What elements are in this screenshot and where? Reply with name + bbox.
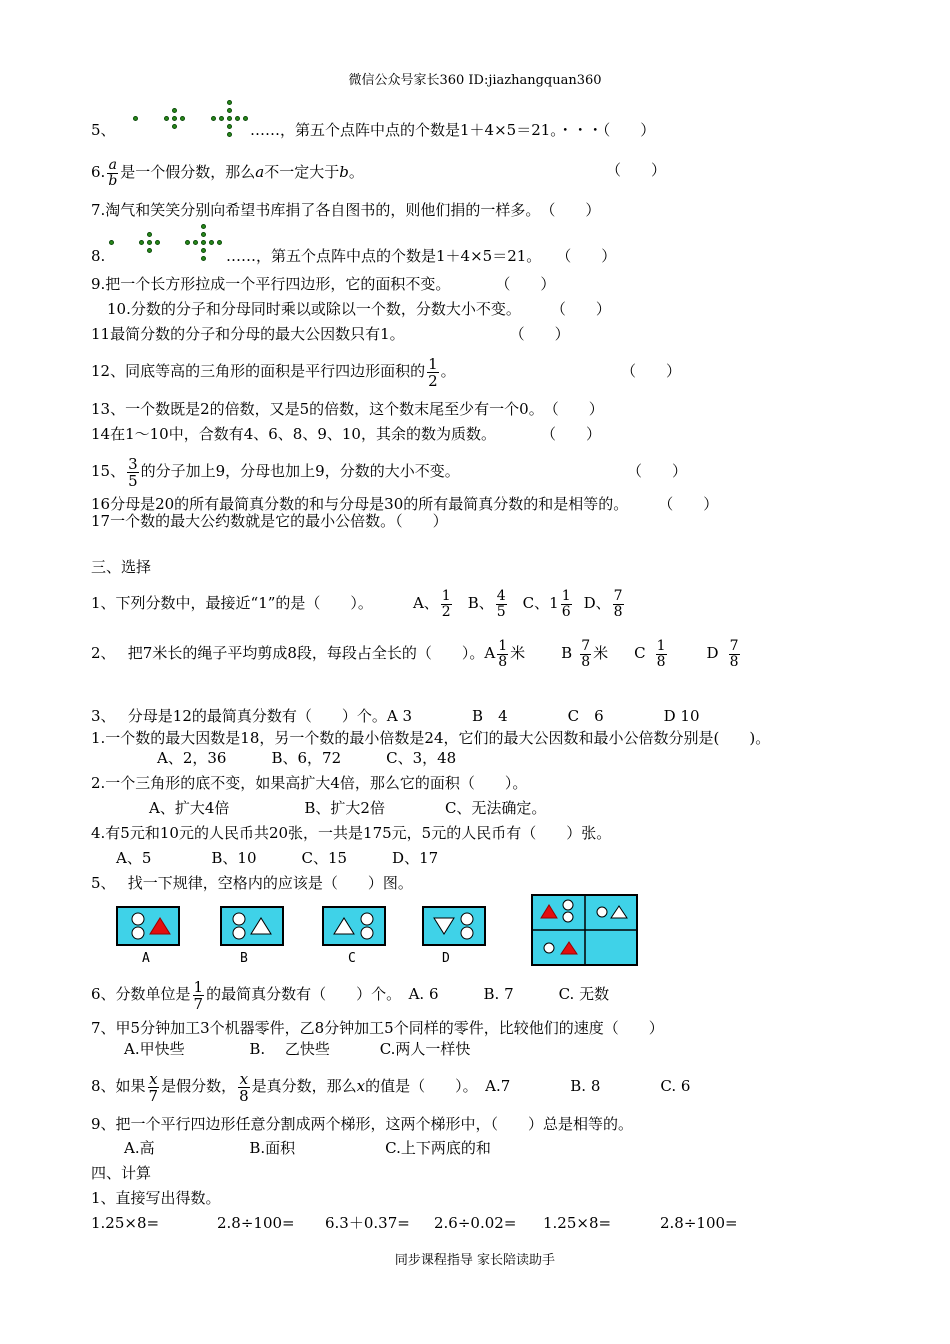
q8-number: 8. — [91, 247, 106, 265]
q6-var-a: a — [255, 163, 265, 181]
frac-denominator: 8 — [498, 653, 508, 670]
q13-text: 13、一个数既是2的倍数，又是5的倍数，这个数末尾至少有一个0。 （ ） — [91, 400, 604, 418]
q15-denominator: 5 — [128, 471, 138, 490]
choice-d2-options: A、扩大4倍 B、扩大2倍 C、无法确定。 — [149, 799, 547, 817]
q17-text: 17一个数的最大公约数就是它的最小公倍数。（ ） — [91, 512, 448, 530]
choice-d8-text-c: 是真分数，那么 — [251, 1077, 357, 1095]
pattern-d-shapes — [424, 908, 484, 944]
calc-item-4: 2.6÷0.02= — [434, 1214, 517, 1232]
q10-text: 10.分数的分子和分母同时乘以或除以一个数，分数大小不变。 （ ） — [107, 300, 611, 318]
pattern-a-shapes — [118, 908, 178, 944]
calc-item-5: 1.25×8= — [543, 1214, 612, 1232]
choice-d8-line — [91, 1064, 690, 1108]
q12-denominator: 2 — [428, 371, 438, 390]
calc-item-2: 2.8÷100= — [217, 1214, 295, 1232]
q6-denominator: b — [108, 172, 118, 189]
frac-denominator: 8 — [656, 653, 666, 670]
choice-d8-text-b: 是假分数， — [161, 1077, 237, 1095]
choice-d8-fraction-2 — [238, 1071, 250, 1104]
choice-d8-variable: x — [356, 1077, 366, 1095]
pattern-label-a: A — [142, 951, 150, 966]
q6-answer-paren: （ ） — [606, 161, 667, 179]
choice-2-frac-d — [729, 639, 740, 670]
q15-text-b: 的分子加上9，分母也加上9，分数的大小不变。 — [140, 462, 460, 480]
choice-2-frac-b — [580, 639, 591, 670]
choice-2-unit-b: 米 — [593, 644, 609, 662]
q15-fraction — [127, 456, 139, 489]
choice-1-label-b: B、 — [467, 594, 494, 612]
pattern-label-b: B — [240, 951, 248, 966]
q15-line — [91, 451, 460, 491]
pattern-option-d — [422, 906, 486, 946]
section-choice-title: 三、选择 — [91, 558, 152, 576]
choice-1-label-c: C、1 — [522, 594, 559, 612]
q6-number: 6. — [91, 163, 106, 181]
pattern-question-grid — [531, 894, 638, 966]
pattern-b-shapes — [222, 908, 282, 944]
frac-denominator: 2 — [441, 603, 451, 620]
choice-d9-options: A.高 B.面积 C.上下两底的和 — [124, 1139, 491, 1157]
pattern-option-b — [220, 906, 284, 946]
choice-2-unit-a: 米 — [510, 644, 526, 662]
frac-numerator: x — [239, 1069, 249, 1088]
q12-fraction — [427, 356, 439, 389]
section-calc-title: 四、计算 — [91, 1164, 152, 1182]
q12-text-a: 12、同底等高的三角形的面积是平行四边形面积的 — [91, 362, 426, 380]
pattern-grid-shapes — [533, 896, 636, 964]
q8-text: ……，第五个点阵中点的个数是1＋4×5＝21。 （ ） — [226, 247, 617, 265]
q6-text-c: 。 — [348, 163, 364, 181]
frac-numerator: 1 — [498, 637, 508, 654]
choice-1-frac-d — [613, 589, 624, 620]
choice-d5-question: 5、 找一下规律，空格内的应该是（ ）图。 — [91, 874, 413, 892]
choice-2-frac-a — [497, 639, 508, 670]
q15-answer-paren: （ ） — [627, 462, 688, 480]
frac-numerator: 1 — [441, 587, 451, 604]
q12-text-b: 。 — [440, 362, 456, 380]
q15-numerator: 3 — [128, 454, 138, 473]
choice-1-label-a: A、 — [412, 594, 439, 612]
pattern-option-a — [116, 906, 180, 946]
choice-d9-question: 9、把一个平行四边形任意分割成两个梯形，这两个梯形中，（ ）总是相等的。 — [91, 1115, 634, 1133]
q15-text-a: 15、 — [91, 462, 126, 480]
frac-denominator: 8 — [581, 653, 591, 670]
choice-1-label-d: D、 — [583, 594, 611, 612]
q9-text: 9.把一个长方形拉成一个平行四边形，它的面积不变。 （ ） — [91, 275, 556, 293]
frac-denominator: 6 — [561, 603, 571, 620]
choice-d7-question: 7、甲5分钟加工3个机器零件，乙8分钟加工5个同样的零件，比较他们的速度（ ） — [91, 1019, 664, 1037]
frac-numerator: 4 — [496, 587, 506, 604]
choice-2-frac-c — [656, 639, 667, 670]
choice-d8-fraction-1 — [148, 1071, 160, 1104]
calc-item-3: 6.3＋0.37= — [325, 1214, 410, 1232]
frac-denominator: 8 — [729, 653, 739, 670]
frac-numerator: 1 — [656, 637, 666, 654]
choice-d2-question: 2.一个三角形的底不变，如果高扩大4倍，那么它的面积（ ）。 — [91, 774, 528, 792]
frac-denominator: 5 — [496, 603, 506, 620]
choice-d6-fraction — [193, 979, 205, 1012]
q6-text-b: 不一定大于 — [264, 163, 340, 181]
choice-d8-text-a: 8、如果 — [91, 1077, 146, 1095]
frac-denominator: 7 — [148, 1086, 159, 1105]
choice-1-frac-c — [561, 589, 572, 620]
q5-number: 5、 — [91, 121, 116, 139]
calc-subtitle: 1、直接写出得数。 — [91, 1189, 221, 1207]
choice-2-label-d: D — [706, 644, 719, 662]
choice-1-frac-b — [496, 589, 507, 620]
frac-numerator: 1 — [193, 977, 204, 996]
q6-var-b: b — [339, 163, 349, 181]
choice-d4-question: 4.有5元和10元的人民币共20张，一共是175元，5元的人民币有（ ）张。 — [91, 824, 612, 842]
frac-denominator: 8 — [613, 603, 623, 620]
pattern-label-c: C — [348, 951, 356, 966]
q6-fraction — [107, 158, 118, 189]
choice-d1-question: 1.一个数的最大因数是18，另一个数的最小倍数是24，它们的最大公因数和最小公倍数分别是( )。 — [91, 729, 771, 747]
q7-text: 7.淘气和笑笑分别向希望书库捐了各自图书的，则他们捐的一样多。 （ ） — [91, 201, 601, 219]
frac-numerator: 7 — [581, 637, 591, 654]
frac-numerator: 7 — [613, 587, 623, 604]
choice-d7-options: A.甲快些 B. 乙快些 C.两人一样快 — [124, 1040, 471, 1058]
q5-text: ……，第五个点阵中点的个数是1＋4×5＝21。・・・（ ） — [250, 121, 656, 139]
page-footer: 同步课程指导 家长陪读助手 — [394, 1253, 556, 1268]
q12-line — [91, 351, 456, 391]
choice-2-question: 2、 把7米长的绳子平均剪成8段，每段占全长的（ ）。A — [91, 644, 496, 662]
choice-2-label-c: C — [634, 644, 646, 662]
choice-d6-text-b: 的最简真分数有（ ）个。 A. 6 B. 7 C. 无数 — [206, 985, 610, 1003]
q6-line — [91, 152, 364, 192]
pattern-label-d: D — [442, 951, 450, 966]
choice-d6-text-a: 6、分数单位是 — [91, 985, 191, 1003]
q6-text-a: 是一个假分数，那么 — [120, 163, 256, 181]
frac-numerator: 7 — [729, 637, 739, 654]
q6-numerator: a — [108, 156, 117, 173]
calc-item-1: 1.25×8= — [91, 1214, 160, 1232]
pattern-c-shapes — [324, 908, 384, 944]
q11-text: 11最简分数的分子和分母的最大公因数只有1。 （ ） — [91, 325, 570, 343]
choice-1-line — [91, 582, 626, 624]
frac-denominator: 7 — [193, 994, 204, 1013]
calc-item-6: 2.8÷100= — [660, 1214, 738, 1232]
q12-numerator: 1 — [428, 354, 438, 373]
choice-d6-line — [91, 972, 609, 1016]
choice-d8-text-d: 的值是（ ）。 A.7 B. 8 C. 6 — [365, 1077, 691, 1095]
choice-1-frac-a — [441, 589, 452, 620]
choice-1-question: 1、下列分数中，最接近“1”的是（ ）。 — [91, 594, 373, 612]
q16-text: 16分母是20的所有最简真分数的和与分母是30的所有最简真分数的和是相等的。 （ ） — [91, 495, 719, 513]
choice-3-text: 3、 分母是12的最简真分数有（ ）个。A 3 B 4 C 6 D 10 — [91, 707, 700, 725]
frac-numerator: x — [149, 1069, 158, 1088]
choice-2-line — [91, 632, 742, 674]
pattern-option-c — [322, 906, 386, 946]
frac-denominator: 8 — [239, 1086, 249, 1105]
choice-2-label-b: B — [561, 644, 573, 662]
q14-text: 14在1～10中，合数有4、6、8、9、10，其余的数为质数。 （ ） — [91, 425, 601, 443]
choice-d4-options: A、5 B、10 C、15 D、17 — [116, 849, 439, 867]
q12-answer-paren: （ ） — [621, 362, 682, 380]
choice-d1-options: A、2，36 B、6，72 C、3，48 — [157, 749, 457, 767]
frac-numerator: 1 — [561, 587, 571, 604]
page-header: 微信公众号家长360 ID:jiazhangquan360 — [348, 73, 602, 88]
